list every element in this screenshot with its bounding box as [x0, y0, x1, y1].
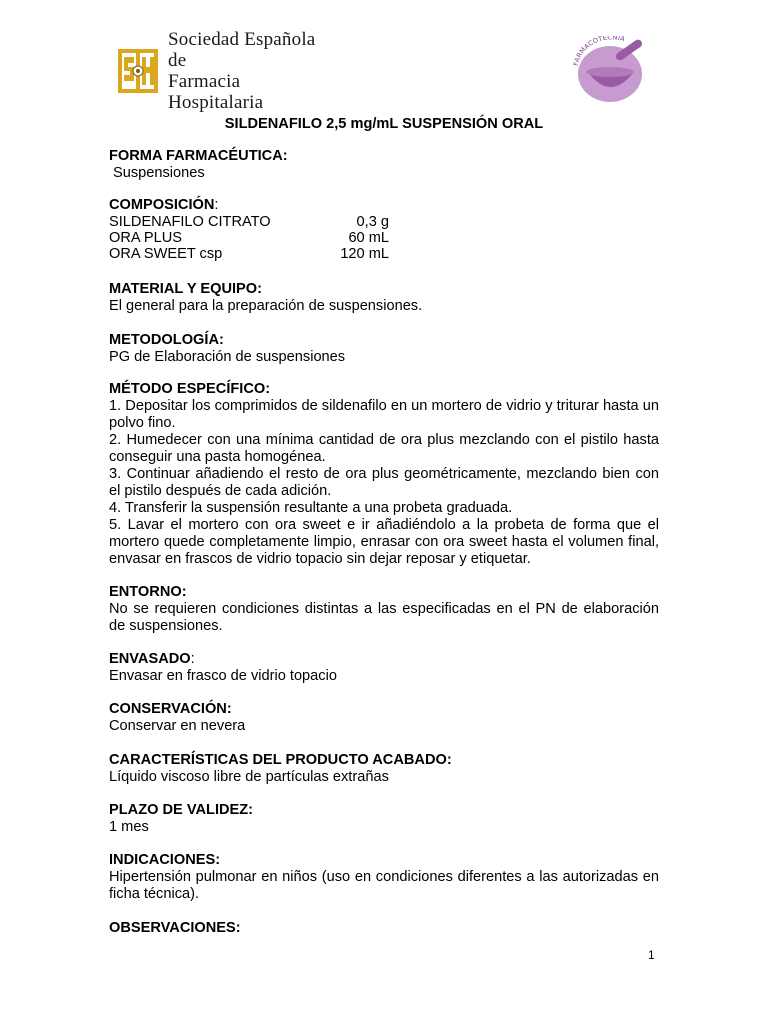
caracteristicas-text: Líquido viscoso libre de partículas extrañas	[109, 769, 389, 785]
ingredient-qty: 60 mL	[348, 230, 389, 246]
composicion-heading: COMPOSICIÓN:	[109, 197, 219, 213]
ingredient-qty: 0,3 g	[356, 214, 389, 230]
caracteristicas-heading: CARACTERÍSTICAS DEL PRODUCTO ACABADO:	[109, 752, 452, 768]
section-observaciones	[109, 920, 659, 937]
page-number: 1	[648, 948, 655, 962]
sefh-logo-text	[168, 29, 336, 113]
envasado-text: Envasar en frasco de vidrio topacio	[109, 668, 337, 684]
metodologia-text: PG de Elaboración de suspensiones	[109, 349, 346, 365]
ingredient-qty: 120 mL	[340, 246, 389, 262]
metodo-heading: MÉTODO ESPECÍFICO:	[109, 381, 271, 397]
section-metodo	[109, 381, 659, 568]
plazo-heading: PLAZO DE VALIDEZ:	[109, 802, 254, 818]
conservacion-heading: CONSERVACIÓN:	[109, 701, 232, 717]
metodo-step: 4. Transferir la suspensión resultante a una probeta graduada.	[109, 500, 513, 516]
envasado-heading: ENVASADO:	[109, 651, 195, 667]
material-text: El general para la preparación de suspensiones.	[109, 298, 423, 314]
indicaciones-heading: INDICACIONES:	[109, 852, 221, 868]
section-envasado	[109, 651, 659, 685]
document-title: SILDENAFILO 2,5 mg/mL SUSPENSIÓN ORAL	[224, 116, 544, 132]
entorno-heading: ENTORNO:	[109, 584, 187, 600]
section-metodologia	[109, 332, 659, 366]
composicion-row	[109, 230, 659, 246]
metodologia-heading: METODOLOGÍA:	[109, 332, 224, 348]
section-entorno	[109, 584, 659, 635]
section-indicaciones	[109, 852, 659, 903]
material-heading: MATERIAL Y EQUIPO:	[109, 281, 262, 297]
entorno-text: No se requieren condiciones distintas a las especificadas en el PN de elaboración de suspensiones.	[109, 601, 659, 634]
metodo-step: 1. Depositar los comprimidos de sildenafilo en un mortero de vidrio y triturar hasta un polvo fino.	[109, 398, 659, 431]
ingredient-name: ORA SWEET csp	[109, 246, 223, 262]
section-composicion	[109, 197, 659, 262]
indicaciones-text: Hipertensión pulmonar en niños (uso en condiciones diferentes a las autorizadas en ficha técnica).	[109, 869, 659, 902]
ingredient-name: SILDENAFILO CITRATO	[109, 214, 271, 230]
sefh-logo-line2: Farmacia Hospitalaria	[168, 71, 264, 113]
section-caracteristicas	[109, 752, 659, 786]
section-forma	[109, 148, 659, 182]
farmacotecnia-logo	[568, 36, 654, 104]
farmacotecnia-logo-text: FARMACOTECNIA	[572, 36, 626, 67]
metodo-step: 5. Lavar el mortero con ora sweet e ir añadiéndolo a la probeta de forma que el mortero quede completamente limpio, enrasar con ora sweet hasta el volumen final, envasar en frascos de vidrio topacio sin dejar reposar y etiquetar.	[109, 517, 659, 567]
composicion-row	[109, 246, 659, 262]
observaciones-heading: OBSERVACIONES:	[109, 920, 241, 936]
mortar-pestle-icon	[568, 36, 654, 104]
sefh-logo-line1: Sociedad Española de	[168, 29, 316, 71]
plazo-text: 1 mes	[109, 819, 149, 835]
sefh-logo	[116, 29, 336, 113]
metodo-step: 3. Continuar añadiendo el resto de ora plus geométricamente, mezclando bien con el pistilo después de cada adición.	[109, 466, 659, 499]
metodo-step: 2. Humedecer con una mínima cantidad de ora plus mezclando con el pistilo hasta conseguir una pasta homogénea.	[109, 432, 659, 465]
section-conservacion	[109, 701, 659, 735]
ingredient-name: ORA PLUS	[109, 230, 182, 246]
section-material	[109, 281, 659, 315]
composicion-row	[109, 214, 659, 230]
forma-heading: FORMA FARMACÉUTICA:	[109, 148, 288, 164]
sefh-emblem-icon	[116, 45, 160, 97]
section-plazo	[109, 802, 659, 836]
forma-text: Suspensiones	[113, 165, 205, 181]
conservacion-text: Conservar en nevera	[109, 718, 246, 734]
